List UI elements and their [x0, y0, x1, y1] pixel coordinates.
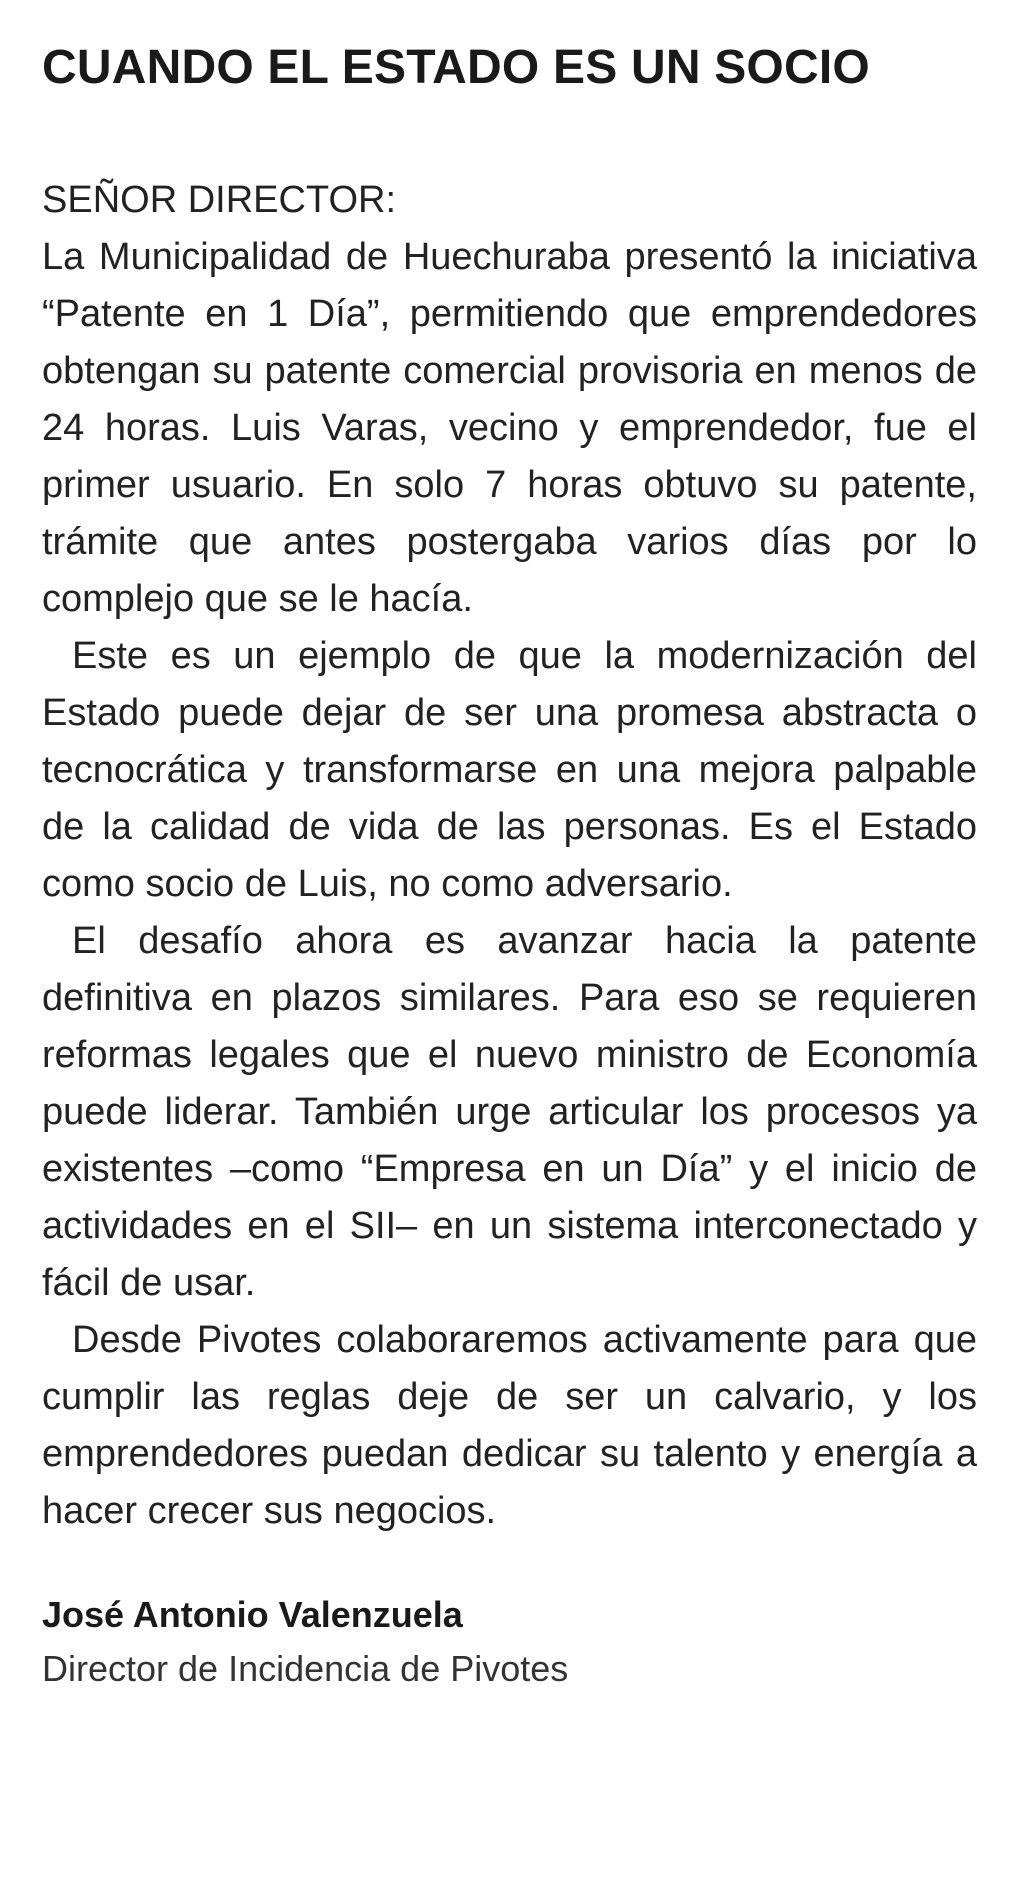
salutation: SEÑOR DIRECTOR:	[42, 179, 397, 221]
paragraph-3: El desafío ahora es avanzar hacia la patente definitiva en plazos similares. Para eso se requieren reformas legales que el nuevo ministro de Economía puede liderar. También urge articular los procesos ya existentes –como “Empresa en un Día” y el inicio de actividades en el SII– en un sistema interconectado y fácil de usar.	[42, 920, 977, 1304]
letter-article	[42, 0, 977, 1694]
author-name: José Antonio Valenzuela	[42, 1594, 463, 1635]
paragraph-1: La Municipalidad de Huechuraba presentó la iniciativa “Patente en 1 Día”, permitiendo que emprendedores obtengan su patente comercial provisoria en menos de 24 horas. Luis Varas, vecino y emprendedor, fue el primer usuario. En solo 7 horas obtuvo su patente, trámite que antes postergaba varios días por lo complejo que se le hacía.	[42, 236, 977, 620]
headline: CUANDO EL ESTADO ES UN SOCIO	[42, 41, 870, 94]
author-role: Director de Incidencia de Pivotes	[42, 1648, 569, 1689]
paragraph-4: Desde Pivotes colaboraremos activamente para que cumplir las reglas deje de ser un calvario, y los emprendedores puedan dedicar su talento y energía a hacer crecer sus negocios.	[42, 1319, 977, 1532]
letter-body	[42, 172, 977, 1540]
signature-block	[42, 1590, 977, 1694]
paragraph-2: Este es un ejemplo de que la modernización del Estado puede dejar de ser una promesa abstracta o tecnocrática y transformarse en una mejora palpable de la calidad de vida de las personas. Es el Estado como socio de Luis, no como adversario.	[42, 635, 977, 905]
